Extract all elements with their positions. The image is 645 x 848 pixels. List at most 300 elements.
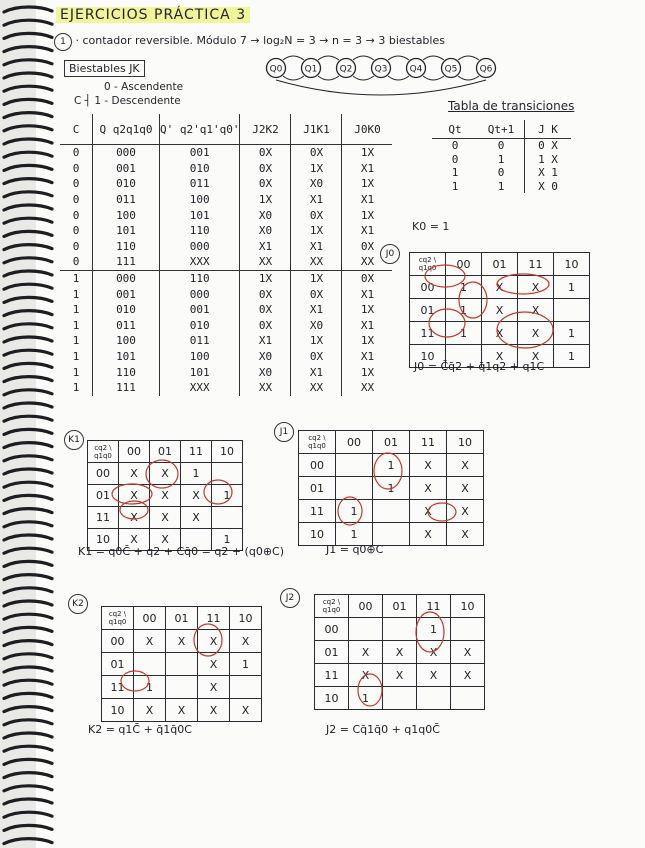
spiral-coil bbox=[4, 337, 52, 342]
truth-table-cell: 001 bbox=[160, 145, 240, 161]
statement-text: · contador reversible. Módulo 7 → log₂N = 3 → n = 3 → 3 biestables bbox=[75, 34, 445, 47]
truth-table-cell: X0 bbox=[240, 207, 291, 223]
truth-table-cell: XX bbox=[360, 255, 375, 269]
truth-table-cell: 1X bbox=[360, 177, 375, 191]
truth-table-cell: 1 bbox=[60, 333, 93, 349]
kmap-cell: X bbox=[134, 630, 166, 653]
trans-header-jk: J K bbox=[525, 120, 572, 139]
spiral-coil bbox=[4, 33, 52, 38]
header-qnext: Q' q2'q1'q0' bbox=[160, 114, 240, 145]
truth-table-row bbox=[60, 270, 392, 286]
kmap-cell: 1 bbox=[373, 454, 410, 477]
trans-header-qt1: Qt+1 bbox=[478, 120, 525, 139]
truth-table-cell: XX bbox=[360, 381, 375, 395]
truth-table-cell: 100 bbox=[160, 349, 240, 365]
truth-table-cell: 010 bbox=[93, 302, 160, 318]
spiral-coil bbox=[4, 179, 52, 184]
kmap-row-header: 00 bbox=[410, 276, 446, 299]
state-label: Q6 bbox=[479, 64, 493, 75]
direction-var: C bbox=[74, 95, 82, 107]
direction-zero: 0 - Ascendente bbox=[104, 81, 184, 93]
truth-table-cell: 1X bbox=[360, 303, 375, 317]
spiral-coil bbox=[4, 311, 52, 316]
truth-table-cell: X1 bbox=[291, 192, 342, 208]
truth-table-cell: 1 bbox=[60, 286, 93, 302]
kmap-cell: X bbox=[349, 641, 383, 664]
transition-row bbox=[432, 180, 571, 194]
kmap-col-header: 10 bbox=[554, 253, 590, 276]
truth-table-cell: 100 bbox=[160, 192, 240, 208]
kmap-cell bbox=[230, 676, 262, 699]
kmap-formula-j2: J2 = Cq̄1q̄0 + q1q0C̄ bbox=[326, 723, 440, 736]
kmap-row-header: 10 bbox=[102, 699, 134, 722]
truth-table-cell: 0X bbox=[291, 145, 342, 161]
kmap-k2 bbox=[101, 606, 262, 722]
transition-cell: 0 bbox=[478, 166, 525, 180]
spiral-coil bbox=[4, 773, 52, 778]
transition-cell: 1 bbox=[451, 166, 459, 180]
truth-table-cell: 0 bbox=[60, 192, 93, 208]
spiral-coil bbox=[4, 614, 52, 619]
spiral-coil bbox=[4, 746, 52, 751]
kmap-cell: X bbox=[150, 507, 181, 529]
truth-table-cell: XX bbox=[291, 380, 342, 396]
spiral-coil bbox=[4, 720, 52, 725]
truth-table-cell: 101 bbox=[160, 364, 240, 380]
spiral-coil bbox=[4, 575, 52, 580]
kmap-formula-k1: K1 = q0C̄ + q2 + Cq̄0 = q2 + (q0⊕C) bbox=[78, 545, 285, 558]
truth-table-cell: 110 bbox=[93, 239, 160, 255]
truth-table-row bbox=[60, 302, 392, 318]
kmap-cell: X bbox=[518, 276, 554, 299]
kmap-col-header: 11 bbox=[417, 595, 451, 618]
truth-table-row bbox=[60, 207, 392, 223]
kmap-cell: X bbox=[383, 641, 417, 664]
truth-table-cell: X1 bbox=[360, 318, 375, 332]
direction-legend: 0 - Ascendente C ┤ 1 - Descendente bbox=[92, 80, 199, 108]
truth-table-cell: X1 bbox=[360, 350, 375, 364]
transition-row bbox=[432, 166, 571, 180]
kmap-cell: 1 bbox=[417, 618, 451, 641]
spiral-coil bbox=[4, 390, 52, 395]
truth-table-cell: X0 bbox=[240, 349, 291, 365]
kmap-cell: X bbox=[451, 664, 485, 687]
kmap-row-header: 01 bbox=[410, 299, 446, 322]
spiral-coil bbox=[4, 667, 52, 672]
truth-table-cell: 011 bbox=[93, 192, 160, 208]
k0-note: K0 = 1 bbox=[412, 220, 450, 233]
transition-cell: 0 bbox=[451, 139, 459, 153]
kmap-col-header: 10 bbox=[212, 441, 243, 463]
spiral-coil bbox=[4, 588, 52, 593]
kmap-cell bbox=[336, 454, 373, 477]
truth-table-row bbox=[60, 239, 392, 255]
truth-table-cell: 0X bbox=[240, 161, 291, 177]
truth-table-cell: X1 bbox=[360, 161, 375, 175]
kmap-cell bbox=[212, 507, 243, 529]
truth-table-row bbox=[60, 223, 392, 239]
kmap-cell: X bbox=[447, 523, 484, 546]
kmap-formula-k2: K2 = q1C̄ + q̄1q̄0C bbox=[88, 723, 192, 736]
truth-table-cell: 0X bbox=[291, 207, 342, 223]
kmap-j1 bbox=[298, 430, 484, 546]
spiral-coil bbox=[4, 759, 52, 764]
truth-table-cell: 0X bbox=[360, 239, 375, 253]
truth-table-cell: X1 bbox=[360, 193, 375, 207]
kmap-row-header: 11 bbox=[315, 664, 349, 687]
kmap-row-header: 10 bbox=[315, 687, 349, 710]
kmap-cell: X bbox=[198, 699, 230, 722]
kmap-col-header: 00 bbox=[134, 607, 166, 630]
truth-table-cell: X1 bbox=[240, 333, 291, 349]
truth-table-cell: 100 bbox=[93, 207, 160, 223]
spiral-coil bbox=[4, 231, 52, 236]
spiral-coil bbox=[4, 363, 52, 368]
truth-table-cell: 0X bbox=[240, 145, 291, 161]
truth-table-row bbox=[60, 145, 392, 161]
kmap-row-header: 11 bbox=[88, 507, 119, 529]
truth-table-cell: XXX bbox=[160, 254, 240, 270]
truth-table-cell: 1X bbox=[240, 270, 291, 286]
kmap-cell: 1 bbox=[554, 276, 590, 299]
kmap-row-header: 00 bbox=[315, 618, 349, 641]
spiral-coil bbox=[4, 522, 52, 527]
truth-table-cell: 0 bbox=[60, 145, 93, 161]
kmap-cell bbox=[417, 687, 451, 710]
spiral-coil bbox=[4, 825, 52, 830]
truth-table-cell: 000 bbox=[93, 145, 160, 161]
truth-table-cell: 010 bbox=[160, 318, 240, 334]
truth-table-row bbox=[60, 286, 392, 302]
spiral-coil bbox=[4, 733, 52, 738]
kmap-cell bbox=[134, 653, 166, 676]
kmap-cell: X bbox=[349, 664, 383, 687]
header-j0k0: J0K0 bbox=[342, 114, 393, 145]
spiral-coil bbox=[4, 350, 52, 355]
kmap-cell bbox=[166, 676, 198, 699]
spiral-binding bbox=[0, 0, 60, 848]
spiral-coil bbox=[4, 799, 52, 804]
kmap-row-header: 11 bbox=[299, 500, 336, 523]
transition-cell: 1 bbox=[478, 153, 525, 167]
kmap-col-header: 10 bbox=[451, 595, 485, 618]
kmap-cell bbox=[451, 687, 485, 710]
trans-header-qt: Qt bbox=[432, 120, 478, 139]
truth-table-cell: 101 bbox=[93, 223, 160, 239]
kmap-j0 bbox=[409, 252, 590, 368]
kmap-cell: X bbox=[482, 345, 518, 368]
kmap-col-header: 00 bbox=[119, 441, 150, 463]
spiral-coil bbox=[4, 126, 52, 131]
spiral-coil bbox=[4, 73, 52, 78]
kmap-formula-j0: J0 = C̄q̄2 + q̄1q2 + q1C bbox=[414, 360, 545, 373]
truth-table-cell: X1 bbox=[360, 287, 375, 301]
truth-table-cell: 000 bbox=[93, 270, 160, 286]
kmap-row-header: 01 bbox=[299, 477, 336, 500]
kmap-col-header: 11 bbox=[198, 607, 230, 630]
kmap-cell: X bbox=[518, 345, 554, 368]
kmap-col-header: 00 bbox=[336, 431, 373, 454]
spiral-coil bbox=[4, 218, 52, 223]
kmap-cell: X bbox=[482, 299, 518, 322]
spiral-coil bbox=[4, 245, 52, 250]
kmap-label-k1: K1 bbox=[64, 430, 84, 450]
transition-cell: 0 bbox=[478, 139, 525, 153]
kmap-col-header: 01 bbox=[383, 595, 417, 618]
transition-cell: 0 X bbox=[538, 139, 558, 153]
spiral-coil bbox=[4, 60, 52, 65]
kmap-corner: cq2 \ q1q0 bbox=[299, 431, 336, 454]
transition-row bbox=[432, 139, 571, 153]
kmap-cell bbox=[373, 500, 410, 523]
transition-title: Tabla de transiciones bbox=[448, 99, 575, 113]
kmap-cell: X bbox=[417, 641, 451, 664]
kmap-cell: X bbox=[150, 485, 181, 507]
spiral-coil bbox=[4, 7, 52, 12]
state-label: Q0 bbox=[269, 64, 283, 75]
spiral-coil bbox=[4, 165, 52, 170]
truth-table-cell: 0X bbox=[240, 176, 291, 192]
kmap-col-header: 00 bbox=[446, 253, 482, 276]
truth-table-cell: XXX bbox=[160, 380, 240, 396]
truth-table-cell: 1X bbox=[291, 161, 342, 177]
kmap-cell: X bbox=[166, 630, 198, 653]
kmap-cell: 1 bbox=[446, 322, 482, 345]
truth-table-cell: XX bbox=[240, 380, 291, 396]
kmap-row-header: 01 bbox=[88, 485, 119, 507]
kmap-cell: 1 bbox=[349, 687, 383, 710]
spiral-coil bbox=[4, 192, 52, 197]
truth-table-cell: 010 bbox=[160, 161, 240, 177]
truth-table-cell: 0 bbox=[60, 161, 93, 177]
kmap-cell: X bbox=[447, 500, 484, 523]
truth-table-cell: 000 bbox=[160, 286, 240, 302]
spiral-coil bbox=[4, 456, 52, 461]
truth-table-cell: 1X bbox=[291, 270, 342, 286]
truth-table-cell: X0 bbox=[240, 364, 291, 380]
kmap-row-header: 11 bbox=[102, 676, 134, 699]
spiral-coil bbox=[4, 839, 52, 844]
truth-table-cell: X1 bbox=[240, 239, 291, 255]
truth-table-cell: 1X bbox=[291, 223, 342, 239]
kmap-cell: X bbox=[230, 630, 262, 653]
truth-table-row bbox=[60, 254, 392, 270]
kmap-cell: 1 bbox=[446, 299, 482, 322]
kmap-j2 bbox=[314, 594, 485, 710]
truth-table-cell: 1 bbox=[60, 270, 93, 286]
truth-table-cell: 010 bbox=[93, 176, 160, 192]
truth-table-cell: 001 bbox=[93, 161, 160, 177]
truth-table-cell: X1 bbox=[291, 302, 342, 318]
kmap-col-header: 10 bbox=[230, 607, 262, 630]
kmap-col-header: 11 bbox=[410, 431, 447, 454]
spiral-coil bbox=[4, 403, 52, 408]
truth-table-row bbox=[60, 318, 392, 334]
kmap-col-header: 01 bbox=[150, 441, 181, 463]
spiral-coil bbox=[4, 20, 52, 25]
truth-table-cell: 1 bbox=[60, 349, 93, 365]
truth-table-cell: X1 bbox=[291, 239, 342, 255]
kmap-cell: 1 bbox=[554, 322, 590, 345]
truth-table-cell: 0X bbox=[291, 349, 342, 365]
flipflop-type: Biestables JK bbox=[64, 60, 145, 77]
truth-table-cell: 0X bbox=[291, 286, 342, 302]
spiral-coil bbox=[4, 297, 52, 302]
kmap-cell: 1 bbox=[554, 345, 590, 368]
kmap-row-header: 00 bbox=[88, 463, 119, 485]
truth-table-cell: 000 bbox=[160, 239, 240, 255]
spiral-coil bbox=[4, 509, 52, 514]
header-j2k2: J2K2 bbox=[240, 114, 291, 145]
truth-table-cell: 0X bbox=[342, 270, 393, 286]
kmap-label-j2: J2 bbox=[280, 588, 300, 608]
kmap-cell bbox=[383, 618, 417, 641]
kmap-row-header: 00 bbox=[299, 454, 336, 477]
kmap-cell: X bbox=[410, 523, 447, 546]
kmap-cell: X bbox=[230, 699, 262, 722]
exercise-statement bbox=[54, 33, 445, 51]
spiral-coil bbox=[4, 495, 52, 500]
kmap-cell: 1 bbox=[336, 523, 373, 546]
truth-table-cell: X1 bbox=[360, 224, 375, 238]
spiral-coil bbox=[4, 284, 52, 289]
kmap-formula-j1: J1 = q0⊕C bbox=[326, 543, 384, 556]
kmap-row-header: 11 bbox=[410, 322, 446, 345]
truth-table-cell: XX bbox=[240, 254, 291, 270]
kmap-cell: X bbox=[447, 454, 484, 477]
truth-table-cell: 001 bbox=[160, 302, 240, 318]
truth-table-cell: XX bbox=[291, 254, 342, 270]
kmap-corner: cq2 \ q1q0 bbox=[102, 607, 134, 630]
kmap-cell: X bbox=[198, 676, 230, 699]
kmap-label-j0: J0 bbox=[380, 244, 400, 264]
truth-table-cell: 1X bbox=[360, 334, 375, 348]
spiral-coil bbox=[4, 47, 52, 52]
spiral-coil bbox=[4, 641, 52, 646]
transition-cell: 0 bbox=[451, 152, 459, 166]
truth-table-cell: 0X bbox=[240, 302, 291, 318]
kmap-cell: X bbox=[181, 507, 212, 529]
transition-cell: 1 X bbox=[538, 152, 558, 166]
spiral-coil bbox=[4, 627, 52, 632]
truth-table-cell: 1X bbox=[291, 333, 342, 349]
truth-table-row bbox=[60, 192, 392, 208]
kmap-cell: X bbox=[447, 477, 484, 500]
spiral-coil bbox=[4, 152, 52, 157]
kmap-cell: X bbox=[181, 485, 212, 507]
truth-table-row bbox=[60, 364, 392, 380]
kmap-cell: 1 bbox=[336, 500, 373, 523]
kmap-cell: X bbox=[119, 463, 150, 485]
kmap-cell bbox=[212, 463, 243, 485]
truth-table-cell: 0X bbox=[240, 286, 291, 302]
transition-row bbox=[432, 153, 571, 167]
spiral-coil bbox=[4, 205, 52, 210]
spiral-coil bbox=[4, 680, 52, 685]
kmap-row-header: 10 bbox=[299, 523, 336, 546]
truth-table-cell: 110 bbox=[93, 364, 160, 380]
spiral-coil bbox=[4, 561, 52, 566]
direction-one: 1 - Descendente bbox=[94, 95, 181, 107]
truth-table-cell: X0 bbox=[240, 223, 291, 239]
truth-table-cell: 101 bbox=[160, 207, 240, 223]
kmap-cell: X bbox=[410, 477, 447, 500]
exercise-number: 1 bbox=[54, 33, 72, 51]
truth-table-row bbox=[60, 349, 392, 365]
spiral-coil bbox=[4, 812, 52, 817]
truth-table-row bbox=[60, 333, 392, 349]
kmap-cell bbox=[349, 618, 383, 641]
page-title: EJERCICIOS PRÁCTICA 3 bbox=[56, 7, 250, 23]
kmap-cell: X bbox=[518, 322, 554, 345]
truth-table-cell: 1 bbox=[60, 318, 93, 334]
kmap-cell: X bbox=[451, 641, 485, 664]
spiral-coil bbox=[4, 258, 52, 263]
spiral-coil bbox=[4, 693, 52, 698]
spiral-coil bbox=[4, 443, 52, 448]
truth-table-cell: 011 bbox=[93, 318, 160, 334]
kmap-row-header: 10 bbox=[410, 345, 446, 368]
kmap-row-header: 01 bbox=[315, 641, 349, 664]
truth-table-cell: 011 bbox=[160, 176, 240, 192]
truth-table-row bbox=[60, 161, 392, 177]
kmap-row-header: 10 bbox=[88, 529, 119, 551]
kmap-corner: cq2 \ q1q0 bbox=[410, 253, 446, 276]
truth-table-cell: 1X bbox=[360, 365, 375, 379]
kmap-cell: X bbox=[410, 500, 447, 523]
kmap-cell: X bbox=[482, 276, 518, 299]
truth-table-cell: 1 bbox=[60, 302, 93, 318]
kmap-cell: X bbox=[150, 463, 181, 485]
truth-table-cell: 101 bbox=[93, 349, 160, 365]
transition-table bbox=[432, 120, 571, 193]
truth-table-cell: 111 bbox=[93, 254, 160, 270]
kmap-cell: X bbox=[166, 699, 198, 722]
kmap-cell: X bbox=[417, 664, 451, 687]
truth-table-row bbox=[60, 380, 392, 396]
spiral-coil bbox=[4, 482, 52, 487]
state-label: Q3 bbox=[374, 64, 388, 75]
kmap-cell bbox=[383, 687, 417, 710]
kmap-cell: X bbox=[198, 653, 230, 676]
kmap-cell bbox=[554, 299, 590, 322]
kmap-label-j1: J1 bbox=[274, 422, 294, 442]
spiral-coil bbox=[4, 86, 52, 91]
kmap-col-header: 11 bbox=[518, 253, 554, 276]
truth-table-cell: 0X bbox=[240, 318, 291, 334]
truth-table-cell: 1X bbox=[240, 192, 291, 208]
kmap-col-header: 11 bbox=[181, 441, 212, 463]
kmap-cell: X bbox=[119, 507, 150, 529]
truth-table-cell: X1 bbox=[291, 364, 342, 380]
truth-table-cell: 1X bbox=[360, 208, 375, 222]
kmap-label-k2: K2 bbox=[68, 594, 88, 614]
truth-table-cell: 0 bbox=[60, 223, 93, 239]
spiral-coil bbox=[4, 469, 52, 474]
transition-cell: X 1 bbox=[538, 166, 558, 180]
transition-cell: 1 bbox=[478, 180, 525, 194]
state-label: Q1 bbox=[304, 64, 318, 75]
spiral-coil bbox=[4, 654, 52, 659]
kmap-col-header: 10 bbox=[447, 431, 484, 454]
truth-table-cell: 100 bbox=[93, 333, 160, 349]
header-j1k1: J1K1 bbox=[291, 114, 342, 145]
truth-table-row bbox=[60, 176, 392, 192]
kmap-cell: 1 bbox=[212, 529, 243, 551]
kmap-cell: X bbox=[119, 529, 150, 551]
kmap-row-header: 01 bbox=[102, 653, 134, 676]
spiral-coil bbox=[4, 139, 52, 144]
